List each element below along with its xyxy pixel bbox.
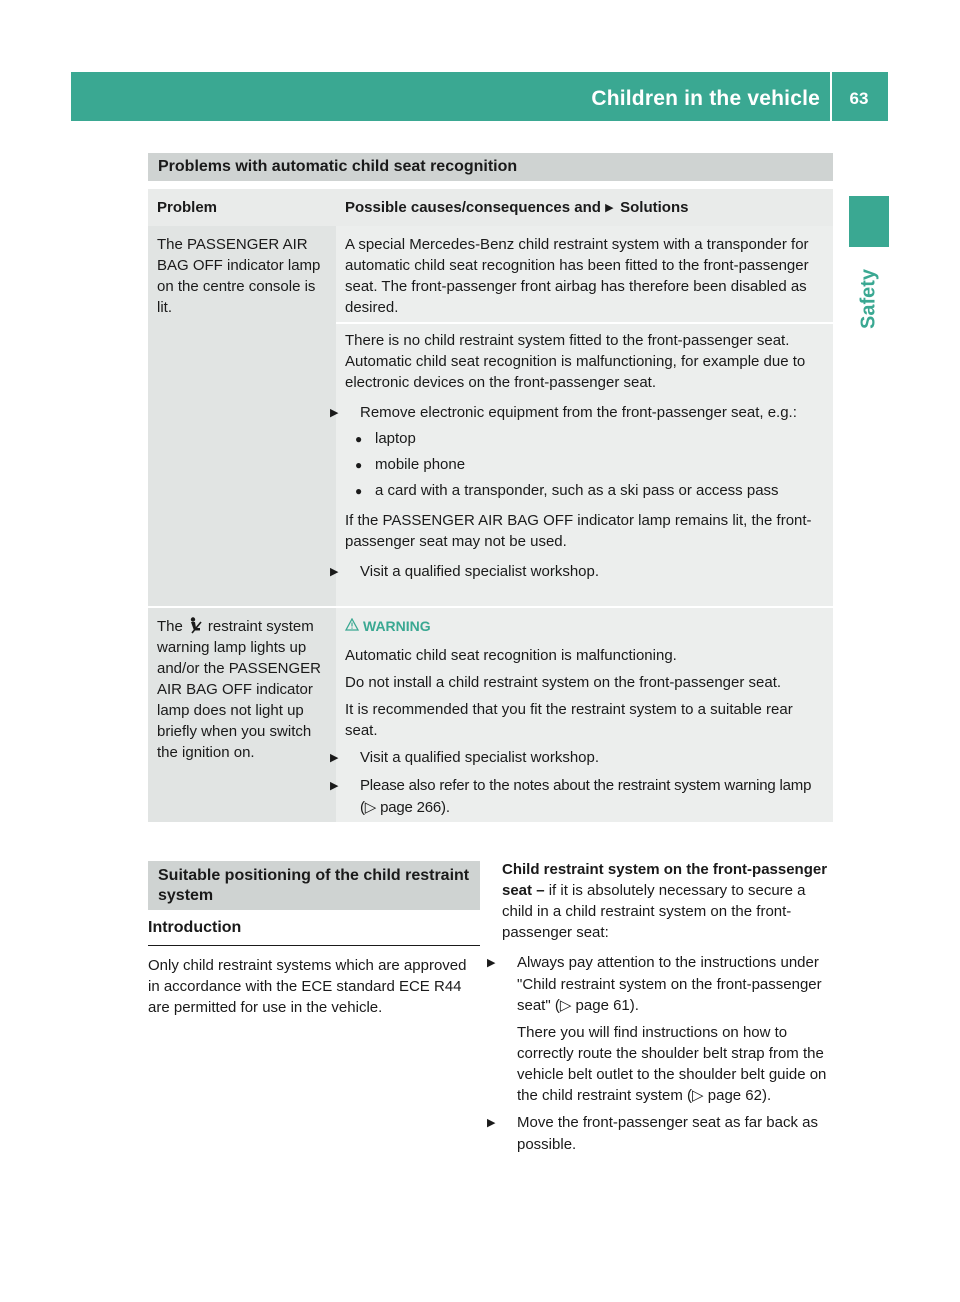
list-item-text: a card with a transponder, such as a ski pass or access pass xyxy=(375,482,779,499)
row2-action2-text: Please also refer to the notes about the restraint system warning lamp (▷ page 266). xyxy=(360,777,812,816)
header-problem xyxy=(148,189,336,226)
step-1-text: Always pay attention to the instructions under "Child restraint system on the front-passenger seat" (▷ page 61). xyxy=(517,954,822,1014)
seat-belt-warning-icon xyxy=(189,617,202,634)
side-tab-block xyxy=(849,196,889,247)
list-item-text: mobile phone xyxy=(375,456,466,473)
col-solutions-label: Possible causes/consequences and xyxy=(345,199,601,216)
side-tab-text: Safety xyxy=(857,268,880,330)
row1-action2-text: Visit a qualified specialist workshop. xyxy=(360,563,600,580)
lead-bold: Child restraint system on the front-passenger seat – xyxy=(502,861,828,899)
bullet-icon: ● xyxy=(355,432,363,446)
warning-heading xyxy=(345,616,825,637)
intro-divider xyxy=(148,945,480,946)
warning-text-2: Do not install a child restraint system on the front-passenger seat. xyxy=(345,674,782,691)
row1-action1 xyxy=(330,402,825,424)
arrow-icon: ▶ xyxy=(330,566,339,578)
row2-problem-text xyxy=(157,616,328,763)
section-title: Suitable positioning of the child restraint system xyxy=(148,861,480,910)
step-2-text: Move the front-passenger seat as far back as possible. xyxy=(517,1114,818,1153)
row2-solution-cell xyxy=(330,608,833,822)
intro-text: Only child restraint systems which are approved in accordance with the ECE standard ECE R44 are permitted for use in the vehicle. xyxy=(148,957,467,1016)
header-solutions xyxy=(336,189,833,226)
row2-problem-cell xyxy=(148,608,336,822)
bullet-icon: ● xyxy=(355,458,363,472)
row1-cause1-text: A special Mercedes-Benz child restraint system with a transponder for automatic child seat recognition has been fitted to the front-passenger seat. The front-passenger front airbag has therefore been disabled as desired. xyxy=(345,236,809,316)
row2-action1 xyxy=(330,747,825,769)
row2-action1-text: Visit a qualified specialist workshop. xyxy=(360,749,600,766)
warning-text-3: It is recommended that you fit the restraint system to a suitable rear seat. xyxy=(345,701,793,739)
row1-action1-text: Remove electronic equipment from the front-passenger seat, e.g.: xyxy=(360,404,797,421)
row2-problem-pre: The xyxy=(157,618,183,635)
arrow-icon: ▶ xyxy=(330,407,339,419)
arrow-icon: ▶ xyxy=(487,957,496,969)
arrow-icon: ▶ xyxy=(330,780,339,792)
row1-cause2-text: There is no child restraint system fitted to the front-passenger seat. Automatic child seat recognition is malfunctioning, for example due to electronic devices on the front-passenger seat. xyxy=(345,332,806,391)
list-item xyxy=(345,480,825,502)
warning-text-1: Automatic child seat recognition is malfunctioning. xyxy=(345,647,677,664)
bullet-icon: ● xyxy=(355,484,363,498)
step-2 xyxy=(487,1112,834,1155)
step-1-note: There you will find instructions on how to correctly route the shoulder belt strap from the vehicle belt outlet to the shoulder belt guide on the child restraint system (▷ page 62). xyxy=(517,1024,827,1104)
row1-cause2-cell xyxy=(330,324,833,606)
right-column xyxy=(487,859,834,1155)
row1-action2 xyxy=(330,561,825,583)
warning-triangle-icon xyxy=(345,616,363,637)
lead-text: if it is absolutely necessary to secure a child in a child restraint system on the front-passenger seat: xyxy=(502,882,806,941)
row1-problem-text: The PASSENGER AIR BAG OFF indicator lamp on the centre console is lit. xyxy=(157,236,321,316)
table-title: Problems with automatic child seat recognition xyxy=(148,153,833,181)
side-tab-label xyxy=(849,259,889,339)
step-1 xyxy=(487,952,834,1016)
col-solutions-label-2: Solutions xyxy=(620,199,689,216)
row2-action2 xyxy=(330,775,825,818)
lead-paragraph xyxy=(502,859,834,943)
header-divider xyxy=(830,72,832,121)
col-problem-label: Problem xyxy=(157,199,218,216)
row1-cause1-cell xyxy=(336,226,833,322)
chapter-title: Children in the vehicle xyxy=(591,87,820,110)
arrow-icon: ▶ xyxy=(487,1117,496,1129)
arrow-icon: ▶ xyxy=(330,752,339,764)
arrow-icon: ▶ xyxy=(605,202,614,214)
row2-problem-post: restraint system warning lamp lights up and/or the PASSENGER AIR BAG OFF indicator lamp does not light up briefly when you switch the ignition on. xyxy=(157,618,321,761)
row1-problem-cell xyxy=(148,226,336,606)
list-item xyxy=(345,454,825,476)
page-number: 63 xyxy=(849,89,869,108)
row1-note: If the PASSENGER AIR BAG OFF indicator lamp remains lit, the front-passenger seat may not be used. xyxy=(345,512,812,550)
list-item xyxy=(345,428,825,450)
list-item-text: laptop xyxy=(375,430,416,447)
intro-heading: Introduction xyxy=(148,919,242,936)
warning-label: WARNING xyxy=(363,618,431,634)
